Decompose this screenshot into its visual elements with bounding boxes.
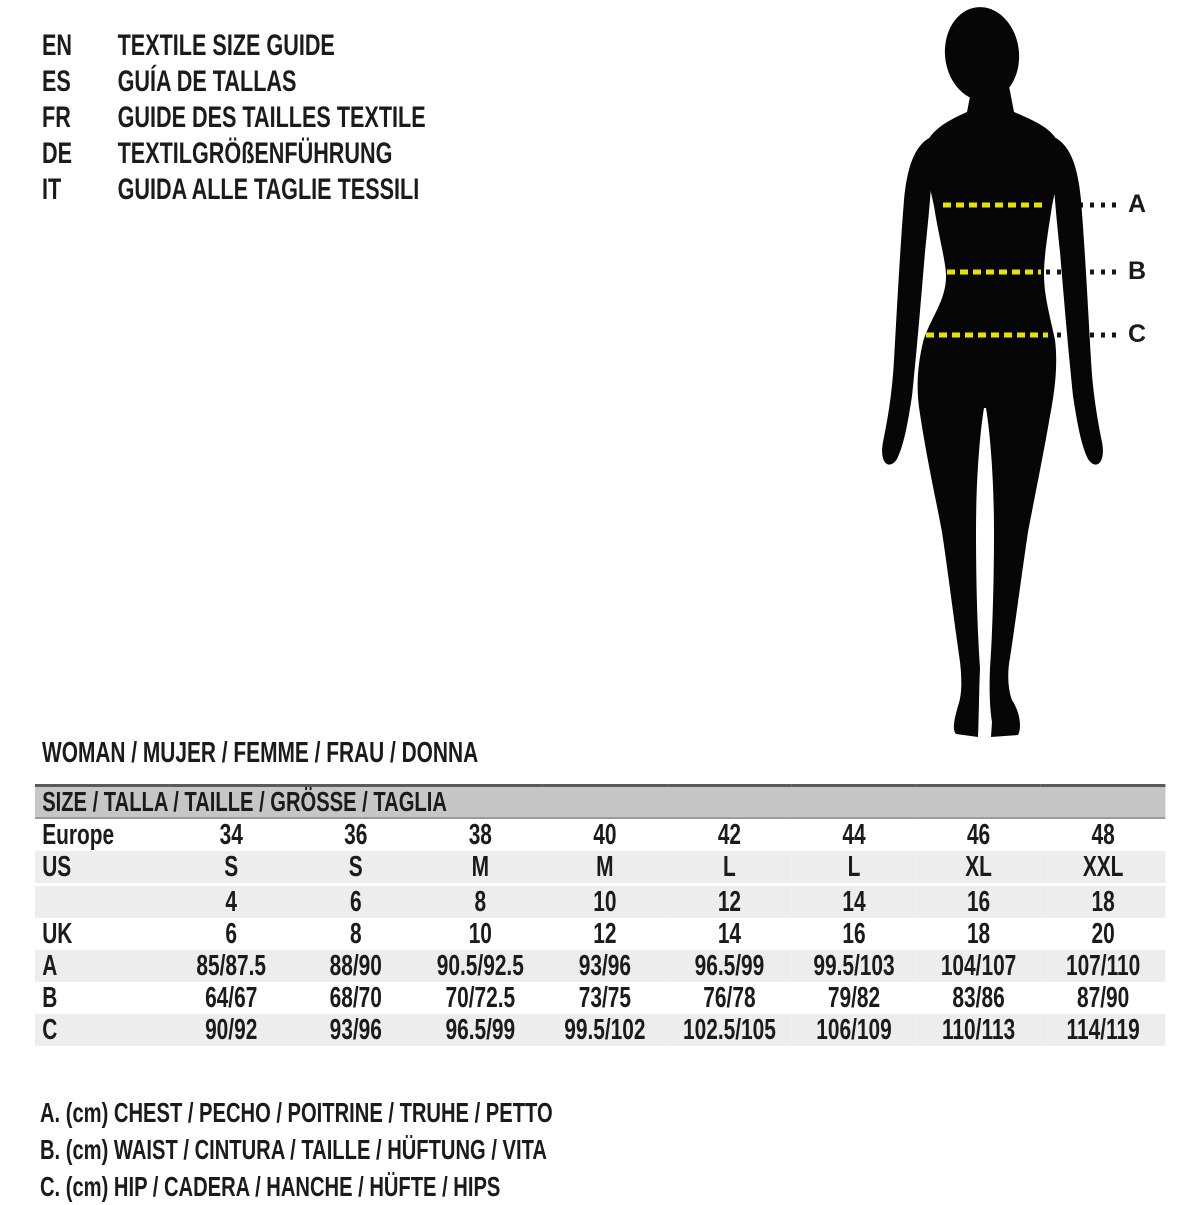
cell: M	[418, 851, 543, 885]
cell: 16	[842, 918, 866, 950]
cell: 64/67	[205, 982, 258, 1014]
woman-silhouette-figure	[850, 0, 1200, 740]
cell: 104/107	[916, 950, 1041, 982]
cell: 90.5/92.5	[418, 950, 543, 982]
cell: 88/90	[293, 950, 418, 982]
cell: 85/87.5	[169, 950, 294, 982]
cell: 70/72.5	[445, 982, 516, 1014]
cell: 36	[344, 819, 368, 851]
cell: 8	[418, 885, 543, 919]
size-row-europe	[35, 818, 1165, 851]
cell: 18	[966, 918, 991, 950]
size-row-hip-c	[35, 1014, 1165, 1046]
cell: 18	[1041, 885, 1166, 919]
cell: L	[667, 851, 792, 885]
cell: 93/96	[293, 1014, 418, 1046]
section-title: WOMAN / MUJER / FEMME / FRAU / DONNA	[42, 737, 479, 769]
row-label: Europe	[42, 819, 115, 851]
cell: 79/82	[827, 982, 881, 1014]
cell: 83/86	[952, 982, 1005, 1014]
measure-label-b: B	[1128, 257, 1147, 285]
cell: S	[293, 851, 418, 885]
row-label: B	[42, 982, 58, 1014]
cell: 90/92	[169, 1014, 294, 1046]
legend-item-hip: C. (cm) HIP / CADERA / HANCHE / HÜFTE / HIPS	[40, 1171, 501, 1202]
language-title: GUIDE DES TAILLES TEXTILE	[117, 101, 426, 134]
woman-silhouette	[918, 86, 1060, 737]
cell: 6	[293, 885, 418, 919]
cell: 73/75	[578, 982, 632, 1014]
cell: 76/78	[703, 982, 756, 1014]
cell: 12	[667, 885, 792, 919]
cell: 114/119	[1041, 1014, 1166, 1046]
language-code: IT	[42, 173, 62, 206]
measure-label-c: C	[1128, 320, 1147, 348]
cell: 4	[169, 885, 294, 919]
language-list	[42, 28, 902, 208]
cell: 6	[225, 918, 238, 950]
language-code: DE	[42, 137, 73, 170]
cell: 48	[1091, 819, 1115, 851]
cell: 40	[593, 819, 617, 851]
cell: XL	[916, 851, 1041, 885]
cell: 12	[593, 918, 617, 950]
size-table-header: SIZE / TALLA / TAILLE / GRÖSSE / TAGLIA	[35, 786, 1165, 819]
cell: 8	[349, 918, 362, 950]
language-title: TEXTILE SIZE GUIDE	[117, 29, 335, 62]
cell: 10	[543, 885, 668, 919]
cell: 34	[219, 819, 243, 851]
measure-label-a: A	[1128, 190, 1147, 218]
row-label: C	[35, 1014, 169, 1046]
row-label	[35, 885, 169, 919]
language-title: TEXTILGRÖßENFÜHRUNG	[117, 137, 393, 170]
language-title: GUÍA DE TALLAS	[117, 65, 297, 98]
cell: S	[169, 851, 294, 885]
row-label: UK	[42, 918, 73, 950]
cell: 16	[916, 885, 1041, 919]
size-row-us-letters	[35, 851, 1165, 885]
cell: 99.5/102	[543, 1014, 668, 1046]
cell: 10	[468, 918, 492, 950]
size-row-uk	[35, 918, 1165, 950]
row-label: A	[35, 950, 169, 982]
cell: 93/96	[543, 950, 668, 982]
row-label: US	[35, 851, 169, 885]
cell: L	[792, 851, 917, 885]
cell: 14	[717, 918, 742, 950]
cell: 44	[842, 819, 866, 851]
legend-item-chest: A. (cm) CHEST / PECHO / POITRINE / TRUHE / PETTO	[40, 1097, 553, 1128]
language-code: EN	[42, 29, 73, 62]
legend-item-waist: B. (cm) WAIST / CINTURA / TAILLE / HÜFTUNG / VITA	[40, 1134, 547, 1165]
cell: 87/90	[1076, 982, 1130, 1014]
language-title: GUIDA ALLE TAGLIE TESSILI	[117, 173, 420, 206]
cell: 110/113	[916, 1014, 1041, 1046]
size-row-us-numbers	[35, 885, 1165, 919]
size-table-header-row	[35, 786, 1165, 819]
size-table-wrap	[35, 784, 1165, 1046]
cell: 106/109	[792, 1014, 917, 1046]
cell: 38	[468, 819, 492, 851]
size-row-waist-b	[35, 982, 1165, 1014]
cell: 96.5/99	[667, 950, 792, 982]
size-table	[35, 784, 1165, 1046]
cell: 68/70	[329, 982, 382, 1014]
cell: 14	[792, 885, 917, 919]
cell: 42	[717, 819, 742, 851]
cell: 102.5/105	[667, 1014, 792, 1046]
cell: 107/110	[1041, 950, 1166, 982]
cell: 46	[966, 819, 991, 851]
measurement-legend	[40, 1094, 553, 1205]
cell: 99.5/103	[792, 950, 917, 982]
size-row-chest-a	[35, 950, 1165, 982]
cell: XXL	[1041, 851, 1166, 885]
right-arm-silhouette	[1053, 138, 1103, 465]
cell: M	[543, 851, 668, 885]
cell: 96.5/99	[418, 1014, 543, 1046]
language-code: FR	[42, 101, 71, 134]
cell: 20	[1091, 918, 1115, 950]
language-code: ES	[42, 65, 71, 98]
